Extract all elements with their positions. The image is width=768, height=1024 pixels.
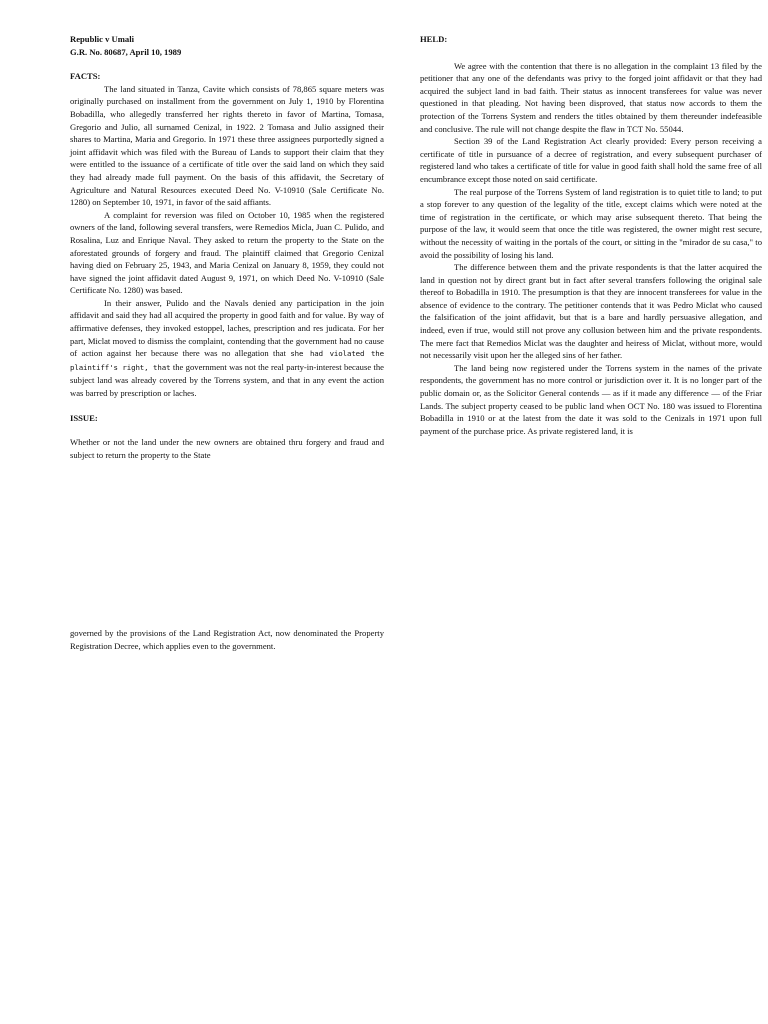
- facts-paragraph-3: [70, 297, 384, 400]
- held-paragraph-4: The difference between them and the private respondents is that the latter acquired the land in question not by direct grant but in fact after several transfers following the original sale thereof to Bobadilla in 1910. The presumption is that they are innocent transferees for value in the absence of evidence to the contrary. The petitioner contends that it was Pedro Miclat who caused the falsification of the joint affidavit, but that is a bare and hardly persuasive allegation, and indeed, even if true, would still not prove any collusion between him and the private respondents. The mere fact that Remedios Miclat was the daughter and heiress of Miclat, without more, would not necessarily visit upon her the alleged sins of her father.: [420, 262, 762, 361]
- issue-heading: ISSUE:: [70, 412, 98, 423]
- facts-paragraph-3-before: In their answer, Pulido and the Navals denied any participation in the join affidavit and said they had all acquired the property in good faith and for value. By way of affirmative defenses, they invoked estoppel, laches, prescription and res judicata. For her part, Miclat moved to dismiss the complaint, contending that the government had no cause of action against her because there was no allegation that: [70, 297, 384, 359]
- facts-paragraph-3-after: the government was not the real party-in-interest because the subject land was already covered by the Torrens system, and that in any event the action was barred by prescription or laches.: [70, 361, 384, 399]
- held-heading: HELD:: [420, 34, 448, 44]
- left-column: [70, 33, 384, 461]
- right-column: [420, 33, 762, 437]
- held-paragraph-1: We agree with the contention that there is no allegation in the complaint 13 filed by the petitioner that any one of the defendants was privy to the forged joint affidavit or that they had acquired the subject land in bad faith. Their status as innocent transferees for value was never questioned in that pleading. Not having been disproved, that status now accords to them the protection of the Torrens System and renders the titles obtained by them thereunder indefeasible and conclusive. The rule will not change despite the flaw in TCT No. 55044.: [420, 60, 762, 134]
- issue-text: Whether or not the land under the new owners are obtained thru forgery and fraud and subject to return the property to the State: [70, 437, 384, 460]
- handwritten-insert: she had violated the plaintiff's right, that: [70, 349, 384, 372]
- facts-heading: FACTS:: [70, 71, 101, 82]
- continuation-text: governed by the provisions of the Land Registration Act, now denominated the Property Registration Decree, which applies even to the government.: [70, 628, 384, 651]
- held-paragraph-5: The land being now registered under the Torrens system in the names of the private respondents, the government has no more control or jurisdiction over it. It is no longer part of the public domain or, as the Solicitor General contends — as if it made any difference — of the Friar Lands. The subject property ceased to be public land when OCT No. 180 was issued to Florentina Bobadilla in 1910 or at the latest from the date it was sold to the Cenizals in 1971 upon full payment of the purchase price. As private registered land, it is: [420, 362, 762, 436]
- continuation-block: [70, 627, 384, 652]
- case-title: Republic v Umali: [70, 34, 134, 44]
- facts-paragraph-1: The land situated in Tanza, Cavite which consists of 78,865 square meters was originally purchased on installment from the government on July 1, 1910 by Florentina Bobadilla, who allegedly transferred her rights thereto in favor of Martina, Tomasa, Gregorio and Julio, all surnamed Cenizal, in 1922. 2 Tomasa and Julio assigned their shares to Martina, Maria and Gregorio. In 1971 these three assignees purportedly signed a joint affidavit which was filed with the Bureau of Lands to support their claim that they were entitled to the issuance of a certificate of title over the said land on which they said they had already made full payment. On the basis of this affidavit, the Secretary of Agriculture and Natural Resources executed Deed No. V-10910 (Sale Certificate No. 1280) on September 10, 1971, in favor of the said affiants.: [70, 83, 384, 208]
- case-citation: G.R. No. 80687, April 10, 1989: [70, 46, 182, 57]
- facts-paragraph-2: A complaint for reversion was filed on October 10, 1985 when the registered owners of the land, following several transfers, were Remedios Micla, Juan C. Pulido, and Rosalina, Luz and Enrique Naval. They asked to return the property to the State on the aforestated grounds of forgery and fraud. The plaintiff claimed that Gregorio Cenizal having died on February 25, 1943, and Maria Cenizal on January 8, 1959, they could not have signed the joint affidavit dated August 9, 1971, on which Deed No. V-10910 (Sale Certificate No. 1280) was based.: [70, 209, 384, 296]
- held-paragraph-2: Section 39 of the Land Registration Act clearly provided: Every person receiving a certificate of title in pursuance of a decree of registration, and every subsequent purchaser of registered land who takes a certificate of title for value in good faith shall hold the same free of all encumbrance except those noted on said certificate.: [420, 136, 762, 184]
- held-paragraph-3: The real purpose of the Torrens System of land registration is to quiet title to land; to put a stop forever to any question of the legality of the title, except claims which were noted at the time of registration in the certificate, or which may arise subsequent thereto. That being the purpose of the law, it would seem that once the title was registered, the owner might rest secure, without the necessity of waiting in the portals of the court, or sitting in the "mirador de su casa," to avoid the possibility of losing his land.: [420, 186, 762, 260]
